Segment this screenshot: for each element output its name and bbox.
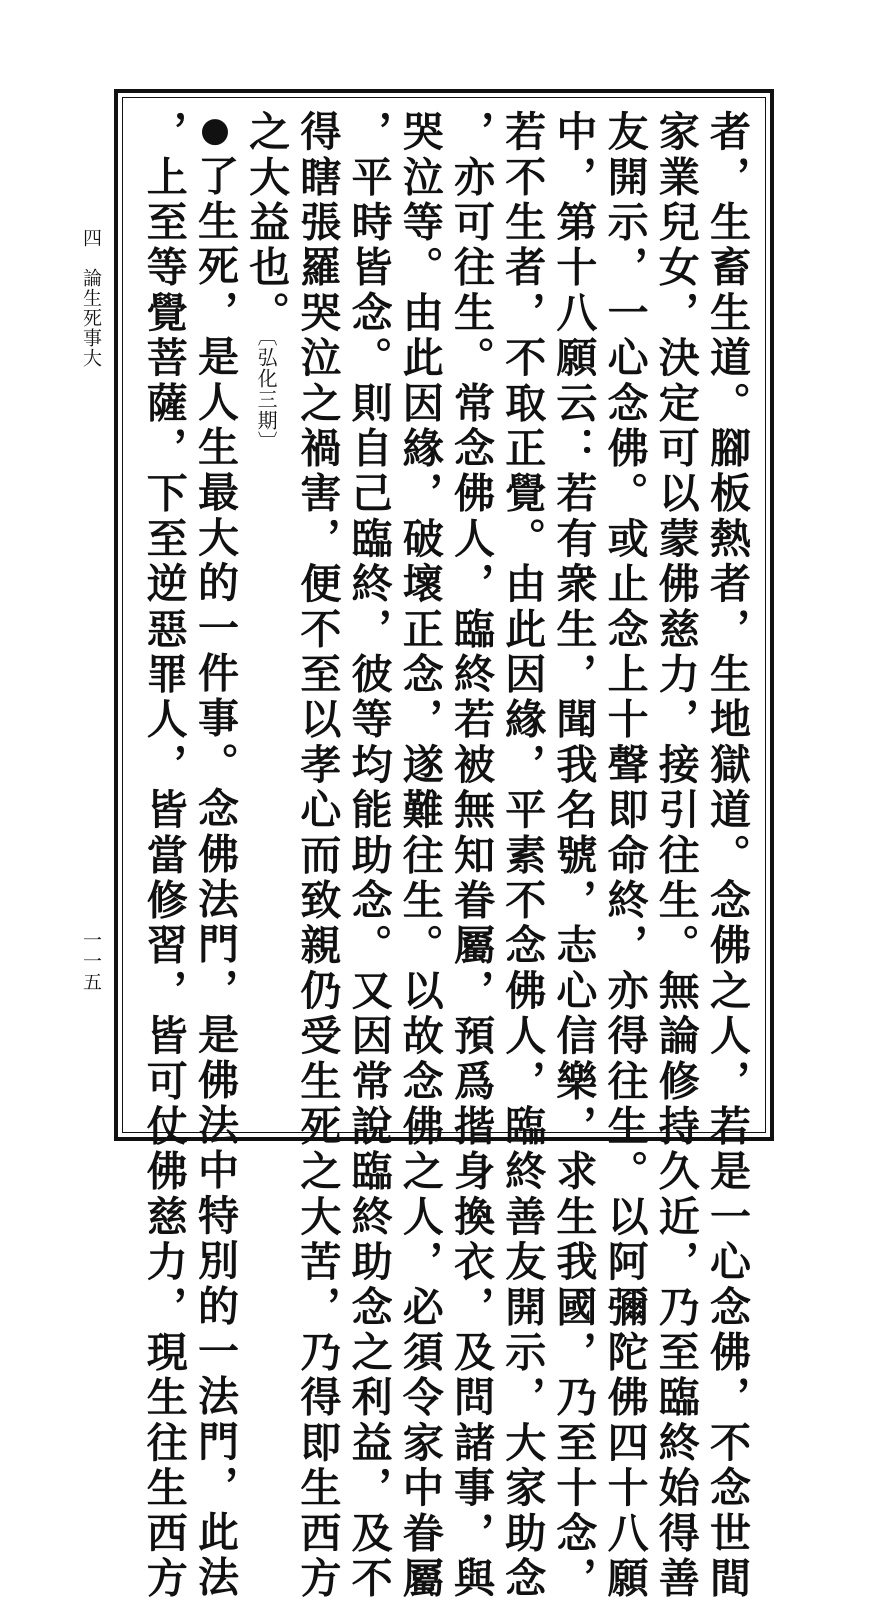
paragraph-bullet-icon: ● <box>194 110 235 155</box>
text-column-12: ，上至等覺菩薩，下至逆惡罪人，皆當修習，皆可仗佛慈力，現生往生西方 <box>139 110 188 1602</box>
text-column-3: 友開示，一心念佛。或止念上十聲即命終，亦得往生。以阿彌陀佛四十八願 <box>600 110 649 1602</box>
text-column-11 <box>189 110 240 1601</box>
source-note: 〔弘化三期〕 <box>254 336 279 452</box>
text-column-5: 若不生者，不取正覺。由此因緣，平素不念佛人，臨終善友開示，大家助念 <box>498 110 547 1602</box>
text-column-2: 家業兒女，決定可以蒙佛慈力，接引往生。無論修持久近，乃至臨終始得善 <box>651 110 700 1602</box>
chapter-title: 論生死事大 <box>80 268 102 368</box>
column-11-text: 了生死，是人生最大的一件事。念佛法門，是佛法中特別的一法門，此法 <box>190 154 239 1601</box>
text-column-9: 得瞎張羅哭泣之禍害，便不至以孝心而致親仍受生死之大苦，乃得即生西方 <box>293 110 342 1602</box>
column-10-text: 之大益也。 <box>242 110 291 336</box>
text-column-6: ，亦可往生。常念佛人，臨終若被無知眷屬，預爲揩身換衣，及問諸事，與 <box>446 110 495 1602</box>
text-column-10 <box>240 110 291 1125</box>
text-column-1: 者，生畜生道。腳板熱者，生地獄道。念佛之人，若是一心念佛，不念世間 <box>703 110 751 1602</box>
section-number: 四 <box>80 228 102 248</box>
body-text <box>139 110 752 1602</box>
text-column-7: 哭泣等。由此因緣，破壞正念，遂難往生。以故念佛之人，必須令家中眷屬 <box>395 110 444 1602</box>
text-column-4: 中，第十八願云：若有衆生，聞我名號，志心信樂，求生我國，乃至十念， <box>549 110 598 1602</box>
page-number: 一一五 <box>80 930 102 993</box>
text-column-8: ，平時皆念。則自己臨終，彼等均能助念。又因常說臨終助念之利益，及不 <box>344 110 393 1602</box>
